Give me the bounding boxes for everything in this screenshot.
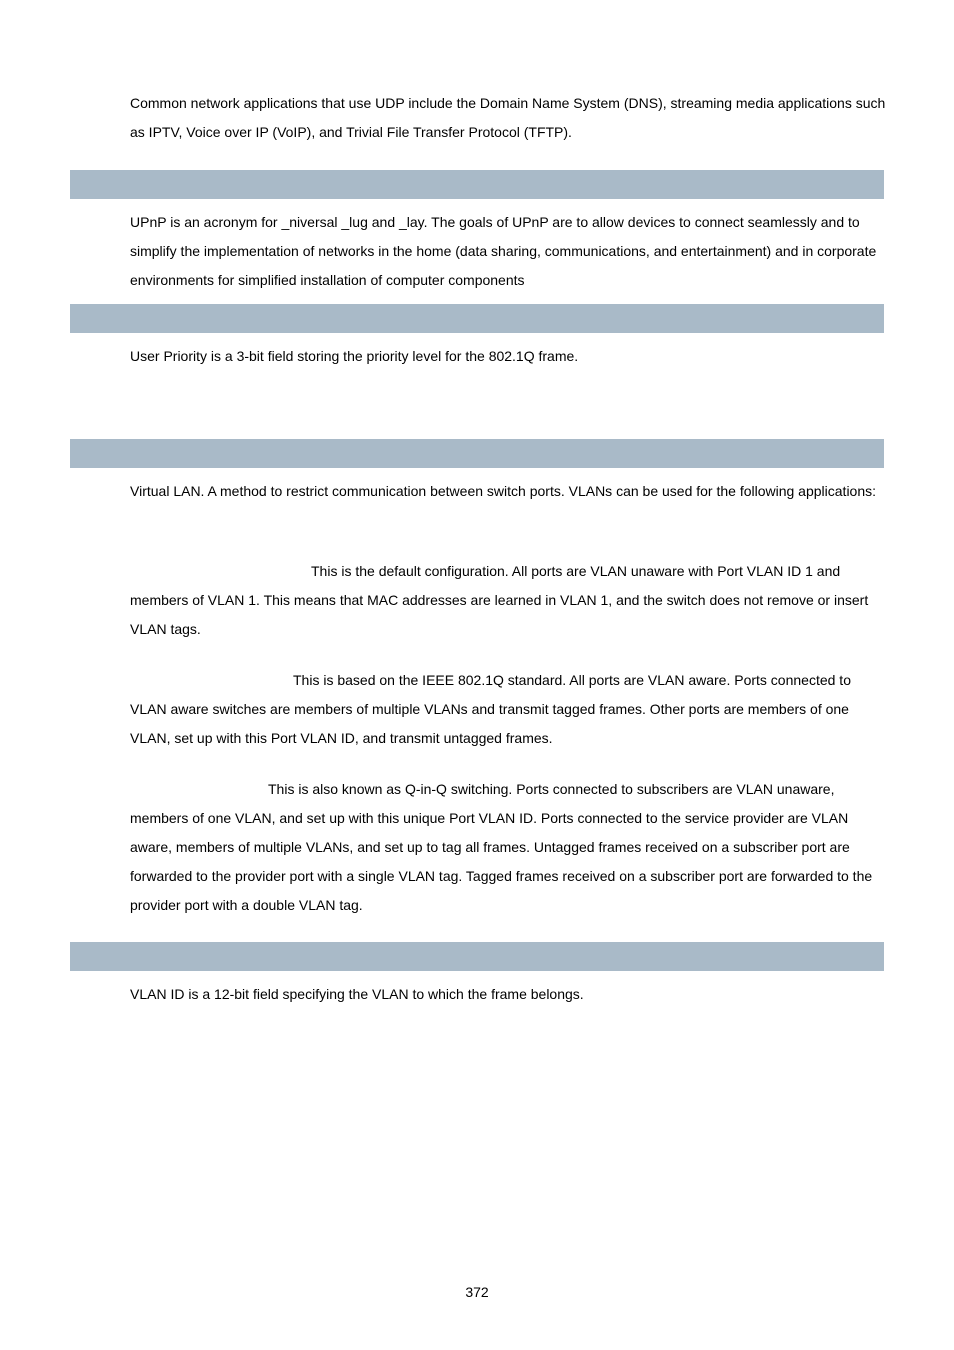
vlan-aware-paragraph bbox=[130, 666, 886, 753]
upnp-paragraph: UPnP is an acronym for _niversal _lug and _lay. The goals of UPnP are to allow devices to connect seamlessly and to simplify the implementation of networks in the home (data sharing, communications, and entertainment) and in corporate environments for simplified installation of computer components bbox=[130, 214, 877, 288]
page-number: 372 bbox=[465, 1284, 489, 1300]
user-priority-paragraph: User Priority is a 3-bit field storing the priority level for the 802.1Q frame. bbox=[130, 348, 579, 364]
section-header-bar-vlan bbox=[70, 439, 884, 468]
section-header-bar-vlan-id bbox=[70, 942, 884, 971]
section-header-bar-upnp bbox=[70, 170, 884, 199]
provider-switching-text: This is also known as Q-in-Q switching. Ports connected to subscribers are VLAN unaware, members of one VLAN, and set up with this unique Port VLAN ID. Ports connected to the service provider are VLAN aware, members of multiple VLANs, and set up to tag all frames. Untagged frames received on a subscriber port are forwarded to the provider port with a single VLAN tag. Tagged frames received on a subscriber port are forwarded to the provider port with a double VLAN tag. bbox=[130, 781, 873, 913]
vlan-id-paragraph: VLAN ID is a 12-bit field specifying the VLAN to which the frame belongs. bbox=[130, 986, 584, 1002]
vlan-unaware-paragraph bbox=[130, 557, 886, 644]
udp-paragraph: Common network applications that use UDP include the Domain Name System (DNS), streaming media applications such as IPTV, Voice over IP (VoIP), and Trivial File Transfer Protocol (TFTP). bbox=[130, 95, 886, 140]
section-header-bar-user-priority bbox=[70, 304, 884, 333]
vlan-unaware-text: This is the default configuration. All ports are VLAN unaware with Port VLAN ID 1 and members of VLAN 1. This means that MAC addresses are learned in VLAN 1, and the switch does not remove or insert VLAN tags. bbox=[130, 563, 869, 637]
vlan-aware-text: This is based on the IEEE 802.1Q standard. All ports are VLAN aware. Ports connected to VLAN aware switches are members of multiple VLANs and transmit tagged frames. Other ports are members of one VLAN, set up with this Port VLAN ID, and transmit untagged frames. bbox=[130, 672, 851, 746]
provider-switching-paragraph bbox=[130, 775, 886, 920]
vlan-intro-paragraph: Virtual LAN. A method to restrict communication between switch ports. VLANs can be used for the following applications: bbox=[130, 483, 877, 499]
